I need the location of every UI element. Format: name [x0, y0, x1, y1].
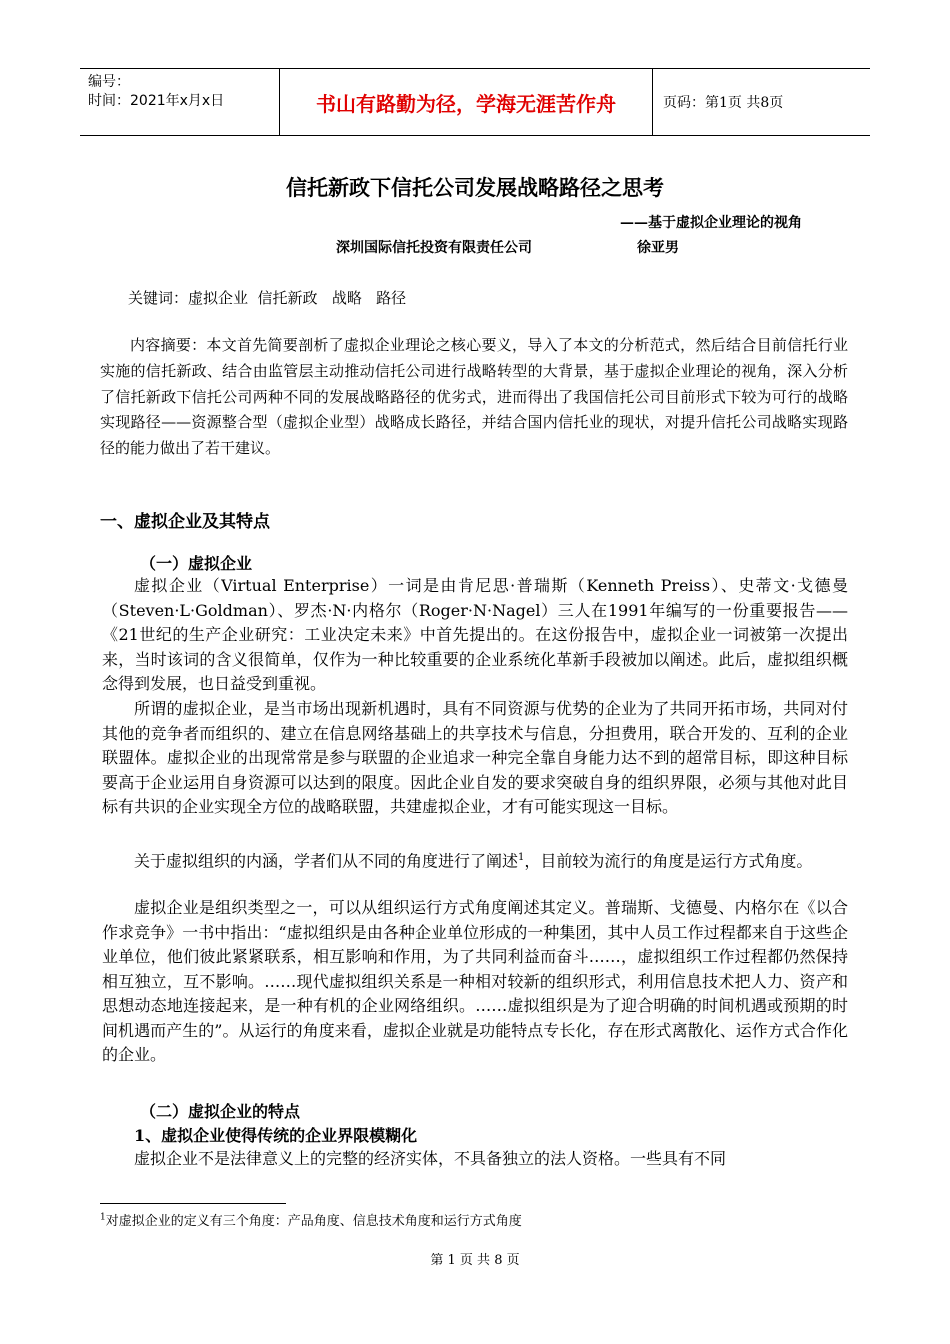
subsection-heading-virtual-enterprise: （一）虚拟企业 — [140, 554, 253, 573]
page-header — [80, 68, 870, 136]
body-paragraph-3 — [102, 846, 848, 874]
para3-text-a: 关于虚拟组织的内涵，学者们从不同的角度进行了阐述 — [134, 851, 519, 871]
body-paragraph-4: 虚拟企业是组织类型之一，可以从组织运行方式角度阐述其定义。普瑞斯、戈德曼、内格尔在《以合作求竞争》一书中指出：“虚拟组织是由各种企业单位形成的一种集团，其中人员工作过程都来自于这些企业单位，他们彼此紧紧联系，相互影响和作用，为了共同利益而奋斗……，虚拟组织工作过程都仍然保持相互独立，互不影响。……现代虚拟组织关系是一种相对较新的组织形式，利用信息技术把人力、资产和思想动态地连接起来，是一种有机的企业网络组织。……虚拟组织是为了迎合明确的时间机遇或预期的时间机遇而产生的”。从运行的角度来看，虚拟企业就是功能特点专长化，存在形式离散化、运作方式合作化的企业。 — [102, 898, 848, 1064]
section-heading-1: 一、虚拟企业及其特点 — [100, 512, 270, 532]
header-left-cell — [80, 69, 280, 135]
subsection-heading-features: （二）虚拟企业的特点 — [140, 1102, 301, 1121]
author-name: 徐亚男 — [637, 240, 679, 256]
footnote-divider — [100, 1203, 286, 1204]
author-organization: 深圳国际信托投资有限责任公司 — [336, 240, 532, 256]
para3-text-b: ，目前较为流行的角度是运行方式角度。 — [524, 851, 813, 871]
keywords-line: 关键词：虚拟企业 信托新政 战略 路径 — [128, 289, 407, 307]
date-label: 时间：2021年x月x日 — [88, 93, 225, 109]
abstract-paragraph: 内容摘要：本文首先简要剖析了虚拟企业理论之核心要义，导入了本文的分析范式，然后结合目前信托行业实施的信托新政、结合由监管层主动推动信托公司进行战略转型的大背景，基于虚拟企业理论的视角，深入分析了信托新政下信托公司两种不同的发展战略路径的优劣式，进而得出了我国信托公司目前形式下较为可行的战略实现路径——资源整合型（虚拟企业型）战略成长路径，并结合国内信托业的现状，对提升信托公司战略实现路径的能力做出了若干建议。 — [100, 336, 848, 458]
document-title: 信托新政下信托公司发展战略路径之思考 — [286, 176, 664, 200]
page-footer: 第 1 页 共 8 页 — [430, 1253, 520, 1268]
footnote-marker: 1 — [100, 1212, 106, 1223]
body-paragraph-1: 虚拟企业（Virtual Enterprise）一词是由肯尼思·普瑞斯（Kenneth Preiss）、史蒂文·戈德曼（Steven·L·Goldman）、罗杰·N·内格尔（Roger·N·Nagel）三人在1991年编写的一份重要报告——《21世纪的生产企业研究：工业决定未来》中首先提出的。在这份报告中，虚拟企业一词被第一次提出来，当时该词的含义很简单，仅作为一种比较重要的企业系统化革新手段被加以阐述。此后，虚拟组织概念得到发展，也日益受到重视。 — [102, 576, 848, 693]
header-motto: 书山有路勤为径，学海无涯苦作舟 — [280, 69, 653, 135]
body-paragraph-2: 所谓的虚拟企业，是当市场出现新机遇时，具有不同资源与优势的企业为了共同开拓市场，共同对付其他的竞争者而组织的、建立在信息网络基础上的共享技术与信息，分担费用，联合开发的、互利的企业联盟体。虚拟企业的出现常常是参与联盟的企业追求一种完全靠自身能力达不到的超常目标，即这种目标要高于企业运用自身资源可以达到的限度。因此企业自发的要求突破自身的组织界限，必须与其他对此目标有共识的企业实现全方位的战略联盟，共建虚拟企业，才有可能实现这一目标。 — [102, 699, 848, 816]
number-label: 编号： — [88, 74, 130, 90]
subsubsection-heading-boundary: 1、虚拟企业使得传统的企业界限模糊化 — [134, 1126, 418, 1145]
body-paragraph-5: 虚拟企业不是法律意义上的完整的经济实体，不具备独立的法人资格。一些具有不同 — [134, 1149, 727, 1168]
header-page-info: 页码：第1页 共8页 — [663, 95, 784, 111]
footnote-reference[interactable]: 1 — [518, 852, 525, 863]
footnote — [100, 1210, 522, 1229]
footnote-text: 对虚拟企业的定义有三个角度：产品角度、信息技术角度和运行方式角度 — [105, 1214, 522, 1229]
document-subtitle: ——基于虚拟企业理论的视角 — [620, 215, 802, 231]
